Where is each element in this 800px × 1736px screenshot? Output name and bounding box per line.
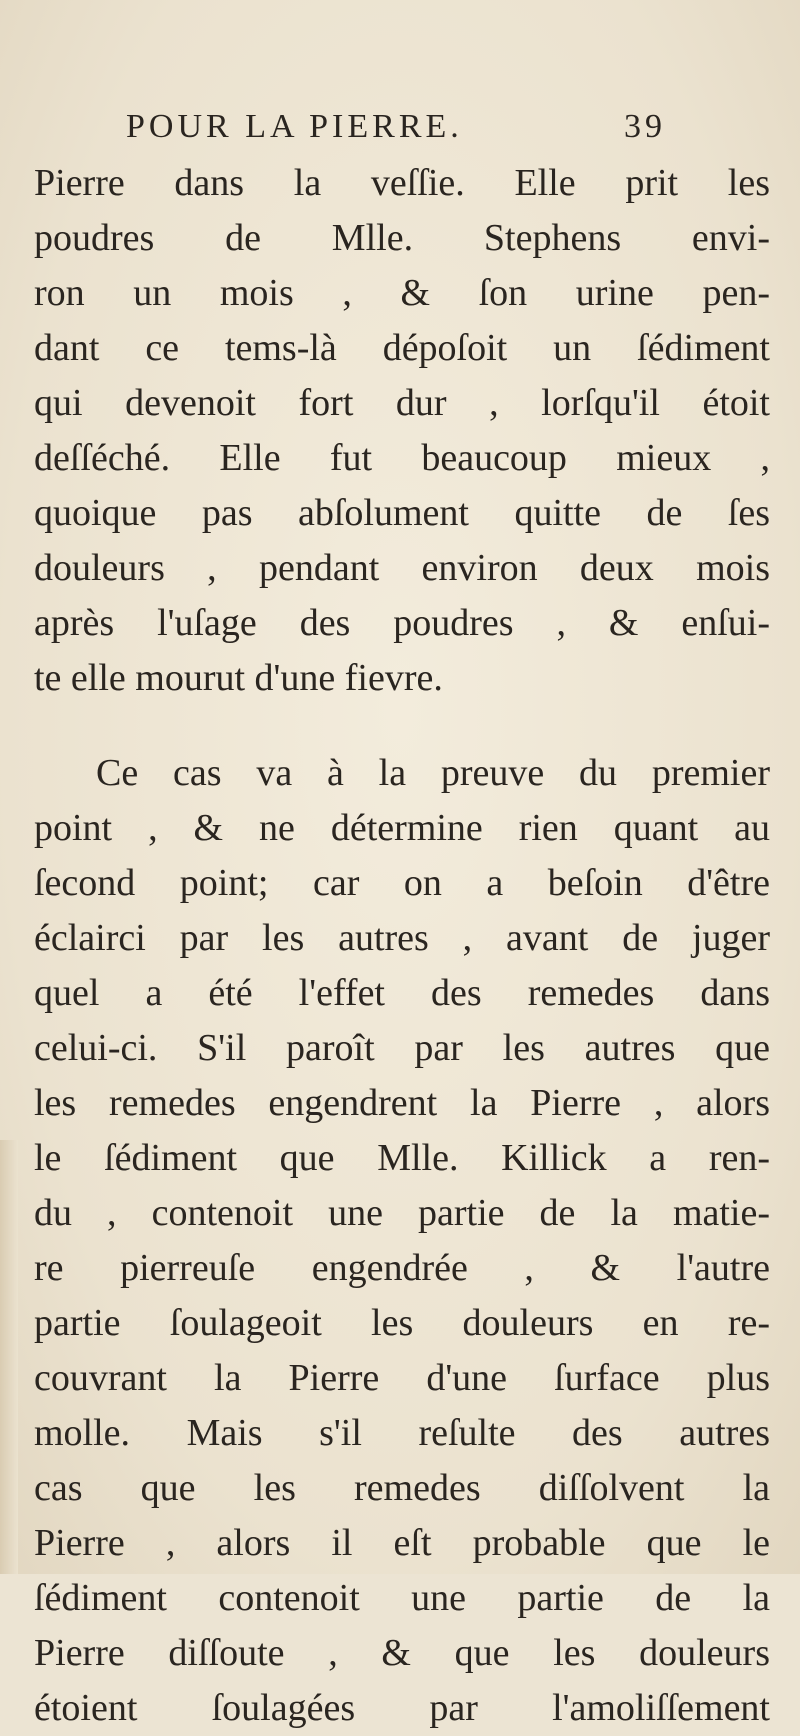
text-line: les remedes engendrent la Pierre , alors	[34, 1082, 770, 1124]
text-line: dant ce tems-là dépoſoit un ſédiment	[34, 327, 770, 369]
text-line: le ſédiment que Mlle. Killick a ren-	[34, 1137, 770, 1179]
text-line: cas que les remedes diſſolvent la	[34, 1467, 770, 1509]
text-line: ſédiment contenoit une partie de la	[34, 1577, 770, 1619]
text-line: re pierreuſe engendrée , & l'autre	[34, 1247, 770, 1289]
text-line: quel a été l'effet des remedes dans	[34, 972, 770, 1014]
paragraph-gap	[34, 706, 770, 746]
text-line: Pierre dans la veſſie. Elle prit les	[34, 162, 770, 204]
text-line: molle. Mais s'il reſulte des autres	[34, 1412, 770, 1454]
text-line: celui-ci. S'il paroît par les autres que	[34, 1027, 770, 1069]
text-line: couvrant la Pierre d'une ſurface plus	[34, 1357, 770, 1399]
body-text	[34, 156, 770, 1736]
paragraph-2	[34, 746, 770, 1736]
page-edge-shadow	[0, 1140, 18, 1574]
running-title: POUR LA PIERRE.	[126, 108, 463, 145]
text-line: après l'uſage des poudres , & enſui-	[34, 602, 770, 644]
text-line: point , & ne détermine rien quant au	[34, 807, 770, 849]
text-line: étoient ſoulagées par l'amoliſſement	[34, 1687, 770, 1729]
text-line: quoique pas abſolument quitte de ſes	[34, 492, 770, 534]
text-line: qui devenoit fort dur , lorſqu'il étoit	[34, 382, 770, 424]
text-line: poudres de Mlle. Stephens envi-	[34, 217, 770, 259]
text-line: ſecond point; car on a beſoin d'être	[34, 862, 770, 904]
text-line: du , contenoit une partie de la matie-	[34, 1192, 770, 1234]
text-line: Ce cas va à la preuve du premier	[96, 752, 770, 794]
running-header	[126, 100, 666, 154]
text-line: douleurs , pendant environ deux mois	[34, 547, 770, 589]
text-line: éclairci par les autres , avant de juger	[34, 917, 770, 959]
text-line: te elle mourut d'une fievre.	[34, 657, 443, 699]
text-line: Pierre diſſoute , & que les douleurs	[34, 1632, 770, 1674]
text-line: Pierre , alors il eſt probable que le	[34, 1522, 770, 1564]
text-line: ron un mois , & ſon urine pen-	[34, 272, 770, 314]
text-line: partie ſoulageoit les douleurs en re-	[34, 1302, 770, 1344]
text-line: deſſéché. Elle fut beaucoup mieux ,	[34, 437, 770, 479]
page-number: 39	[624, 108, 666, 145]
paragraph-1	[34, 156, 770, 706]
